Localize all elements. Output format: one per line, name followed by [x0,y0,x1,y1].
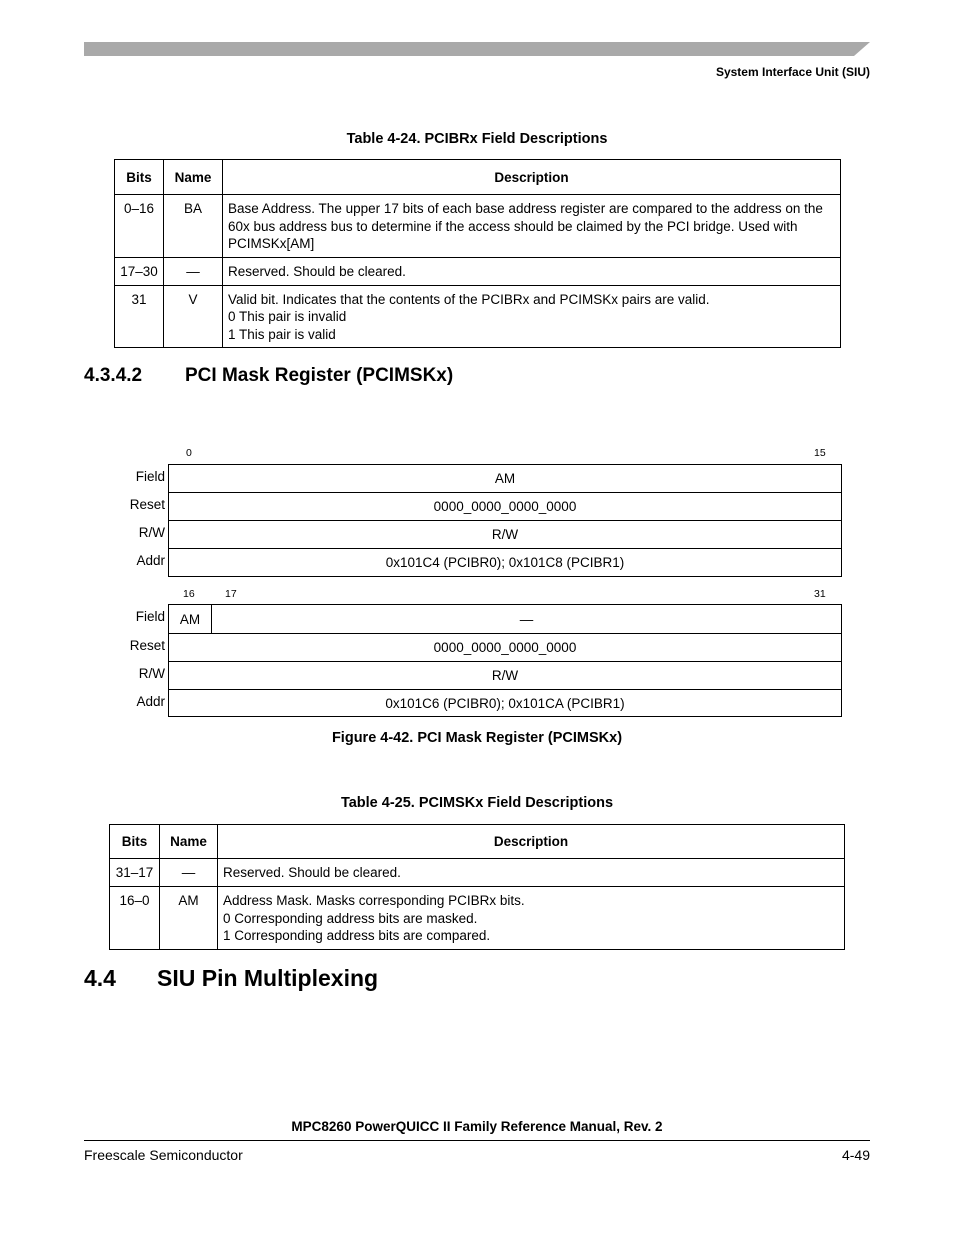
description-line: Valid bit. Indicates that the contents of the PCIBRx and PCIMSKx pairs are valid. [228,291,710,307]
bit-number: 15 [814,447,826,459]
table-row [110,887,845,950]
register-label: Addr [136,553,165,568]
bit-number: 17 [225,588,237,600]
reset-row: 0000_0000_0000_0000 [168,492,842,521]
bit-number: 16 [183,588,195,600]
figure-caption: Figure 4-42. PCI Mask Register (PCIMSKx) [331,730,623,746]
name-cell: — [164,257,223,285]
running-header: System Interface Unit (SIU) [715,65,870,79]
table-caption: Table 4-25. PCIMSKx Field Descriptions [340,795,614,811]
pcibrx-field-table [114,159,841,348]
footer-company: Freescale Semiconductor [84,1147,243,1163]
name-cell: V [164,285,223,348]
register-label: Field [135,609,165,624]
section-title: SIU Pin Multiplexing [157,965,379,991]
bits-cell: 31–17 [110,859,160,887]
description-line: 0 This pair is invalid [228,309,347,324]
bits-cell: 16–0 [110,887,160,950]
addr-row: 0x101C4 (PCIBR0); 0x101C8 (PCIBR1) [168,548,842,577]
description-cell [218,887,845,950]
description-cell: Reserved. Should be cleared. [218,859,845,887]
column-header: Bits [115,160,164,195]
description-cell: Base Address. The upper 17 bits of each base address register are compared to the address on the 60x bus address bus to determine if the access should be claimed by the PCI bridge. Used with PCIMSKx[AM] [223,195,841,258]
register-label: Reset [129,638,165,653]
field-row: AM [168,464,842,493]
bits-cell: 17–30 [115,257,164,285]
description-cell [223,285,841,348]
table-row [115,257,841,285]
header-bar [84,42,870,56]
table-caption: Table 4-24. PCIBRx Field Descriptions [346,131,608,147]
column-header: Description [223,160,841,195]
table-row [110,859,845,887]
column-header: Description [218,825,845,859]
register-label: Addr [136,694,165,709]
name-cell: BA [164,195,223,258]
section-number: 4.3.4.2 [84,365,143,386]
page-number: 4-49 [841,1147,870,1163]
bit-number: 0 [186,447,192,459]
description-line: Address Mask. Masks corresponding PCIBRx bits. [223,893,525,908]
bit-number: 31 [814,588,826,600]
rw-row: R/W [168,661,842,690]
section-number: 4.4 [84,965,116,991]
field-am-cell: AM [168,604,212,634]
table-header-row [115,160,841,195]
description-line: 0 Corresponding address bits are masked. [223,910,478,926]
description-cell: Reserved. Should be cleared. [223,257,841,285]
description-line: 1 Corresponding address bits are compared. [223,928,491,943]
addr-row: 0x101C6 (PCIBR0); 0x101CA (PCIBR1) [168,689,842,717]
footer-rule [84,1140,870,1141]
table-row [115,285,841,348]
name-cell: AM [160,887,218,950]
register-label: R/W [138,525,165,540]
description-line: 1 This pair is valid [228,326,336,342]
table-row [115,195,841,258]
register-label: Reset [129,497,165,512]
name-cell: — [160,859,218,887]
bits-cell: 0–16 [115,195,164,258]
register-label: R/W [138,666,165,681]
field-reserved-cell: — [211,604,842,634]
column-header: Name [164,160,223,195]
reset-row: 0000_0000_0000_0000 [168,633,842,662]
pcimskx-field-table [109,824,845,950]
rw-row: R/W [168,520,842,549]
bits-cell: 31 [115,285,164,348]
column-header: Name [160,825,218,859]
column-header: Bits [110,825,160,859]
table-header-row [110,825,845,859]
section-title: PCI Mask Register (PCIMSKx) [185,365,454,386]
register-label: Field [135,469,165,484]
footer-title: MPC8260 PowerQUICC II Family Reference Manual, Rev. 2 [291,1119,663,1134]
